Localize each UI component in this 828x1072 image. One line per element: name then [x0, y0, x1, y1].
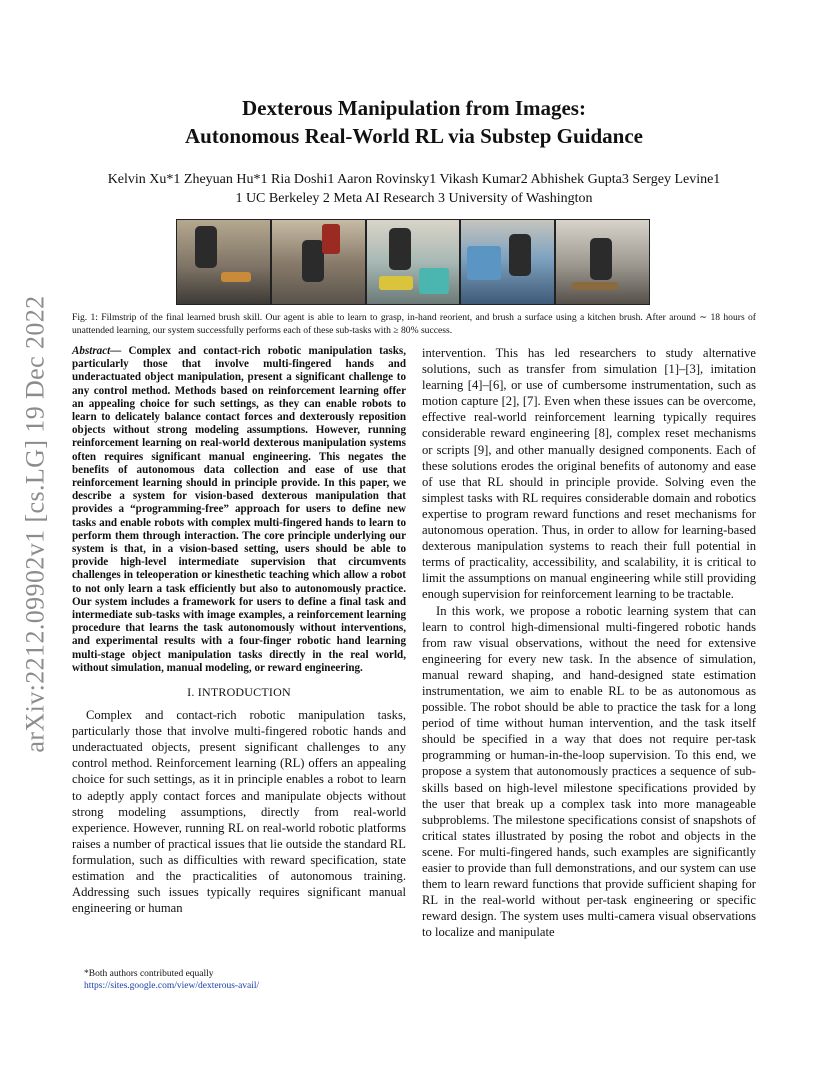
- paper-title: [90, 94, 738, 150]
- author-names: Kelvin Xu*1 Zheyuan Hu*1 Ria Doshi1 Aaron Rovinsky1 Vikash Kumar2 Abhishek Gupta3 Sergey Levine1: [107, 172, 721, 187]
- brush-image: [572, 282, 618, 290]
- equal-contribution-footnote: *Both authors contributed equally: [84, 969, 214, 979]
- left-column: [72, 345, 406, 916]
- figure-1-filmstrip: [176, 219, 650, 305]
- project-url-link[interactable]: https://sites.google.com/view/dexterous-avail/: [84, 981, 260, 991]
- right-column: [422, 345, 756, 940]
- robot-hand-image: [509, 234, 531, 276]
- blue-bin-image: [467, 246, 501, 280]
- filmstrip-frame-2: [272, 220, 365, 304]
- robot-hand-image: [590, 238, 612, 280]
- abstract-text: Complex and contact-rich robotic manipulation tasks, particularly those that involve multi-fingered hands and underactuated object manipulation, present a significant challenge to any control method. Methods based on reinforcement learning offer an appealing choice for such settings, as they can enable robots to learn to delicately balance contact forces and dexterously reposition objects without strong modeling assumptions. However, running reinforcement learning on real-world dexterous manipulation systems often requires significant manual engineering. This negates the benefits of autonomous data collection and ease of use that reinforcement learning should in principle provide. In this paper, we describe a system for vision-based dexterous manipulation that provides a “programming-free” approach for users to define new tasks and enable robots with complex multi-fingered hands to learn to perform them through interaction. The core principle underlying our system is that, in a vision-based setting, users should be able to provide high-level intermediate supervision that circumvents challenges in teleoperation or kinesthetic teaching which allow a robot to not only learn a task efficiently but also to autonomously practice. Our system includes a framework for users to define a final task and intermediate sub-tasks with image examples, a reinforcement learning procedure that learns the task autonomously without interventions, and experimental results with a four-finger robotic hand learning multi-stage object manipulation tasks directly in the real world, without simulation, manual modeling, or reward engineering.: [72, 345, 406, 674]
- author-block: [60, 170, 768, 208]
- robot-hand-image: [195, 226, 217, 268]
- teal-bin-image: [419, 268, 449, 294]
- filmstrip-frame-1: [177, 220, 270, 304]
- filmstrip-frame-4: [461, 220, 554, 304]
- title-line-2: Autonomous Real-World RL via Substep Guidance: [184, 124, 643, 148]
- figure-1-caption: Fig. 1: Filmstrip of the final learned brush skill. Our agent is able to learn to grasp, in-hand reorient, and brush a surface using a kitchen brush. After around ∼ 18 hours of unattended learning, our system successfully performs each of these sub-tasks with ≥ 80% success.: [72, 312, 756, 336]
- section-heading-introduction: I. INTRODUCTION: [187, 685, 291, 700]
- arxiv-identifier-text: arXiv:2212.09902v1 [cs.LG] 19 Dec 2022: [21, 295, 50, 753]
- robot-hand-image: [389, 228, 411, 270]
- abstract-label: Abstract—: [72, 345, 122, 357]
- red-robot-arm-image: [322, 224, 340, 254]
- introduction-paragraph-1: Complex and contact-rich robotic manipulation tasks, particularly those that involve multi-fingered robotic hands and underactuated objects, present significant challenges to any control method. Reinforcement learning (RL) offers an appealing choice for such settings, as it in principle enables a robot to learn to adeptly apply contact forces and manipulate objects without strong modeling assumptions, directly from real-world experience. However, running RL on real-world robotic platforms raises a number of practical issues that lie outside the standard RL formulation, such as difficulties with reward specification, state estimation and the practicalities of autonomous training. Addressing such issues typically requires significant manual engineering or human: [72, 708, 406, 916]
- filmstrip-frame-3: [367, 220, 460, 304]
- robot-hand-image: [302, 240, 324, 282]
- introduction-paragraph-2: In this work, we propose a robotic learning system that can learn to control high-dimensional multi-fingered robotic hands from raw visual observations, without the need for extensive engineering for every new task. In the absence of simulation, manual reward shaping, and hand-designed state estimation instrumentation, we aim to enable RL to be as autonomous as possible. The robot should be able to practice the task for a long period of time without human intervention, and the task itself should be specified in a way that does not require per-task programming or human-in-the-loop supervision. To this end, we propose a system that autonomously practices a sequence of sub-skills based on high-level milestone specifications provided by the user that break up a complex task into more manageable subproblems. The milestone specifications consist of snapshots of critical states illustrated by posing the robot and objects in the scene. For multi-fingered hands, such examples are significantly easier to provide than full demonstrations, and our system can use them to learn reward functions that provide sufficient shaping for RL in the real-world without per-task engineering or specific reward design. The system uses multi-camera visual observations to localize and manipulate: [422, 603, 756, 940]
- author-affiliations: 1 UC Berkeley 2 Meta AI Research 3 University of Washington: [235, 191, 593, 206]
- title-line-1: Dexterous Manipulation from Images:: [242, 96, 586, 120]
- abstract: [72, 345, 406, 675]
- brush-image: [221, 272, 251, 282]
- arxiv-identifier-stamp: [16, 284, 56, 764]
- yellow-object-image: [379, 276, 413, 290]
- footnotes: [84, 968, 406, 992]
- filmstrip-frame-5: [556, 220, 649, 304]
- introduction-paragraph-1-continued: intervention. This has led researchers to study alternative solutions, such as transfer from simulation [1]–[3], imitation learning [4]–[6], or use of cumbersome instrumentation, such as motion capture [2], [7]. Even when these issues can be overcome, effective real-world reinforcement learning typically requires considerable reward engineering [8], complex reset mechanisms or scripts [9], and other manually designed components. Each of these solutions erodes the original benefits of autonomy and ease of use that RL should in principle provide. Solving even the simplest tasks with RL requires considerable domain and robotics expertise to program reward functions and reset mechanisms for autonomous operation. Thus, in order to allow for learning-based dexterous manipulation systems to reach their full potential in terms of practicality, accessibility, and scalability, it is critical to limit the assumptions on manual engineering while still providing enough supervision for reinforcement learning to be tractable.: [422, 346, 756, 602]
